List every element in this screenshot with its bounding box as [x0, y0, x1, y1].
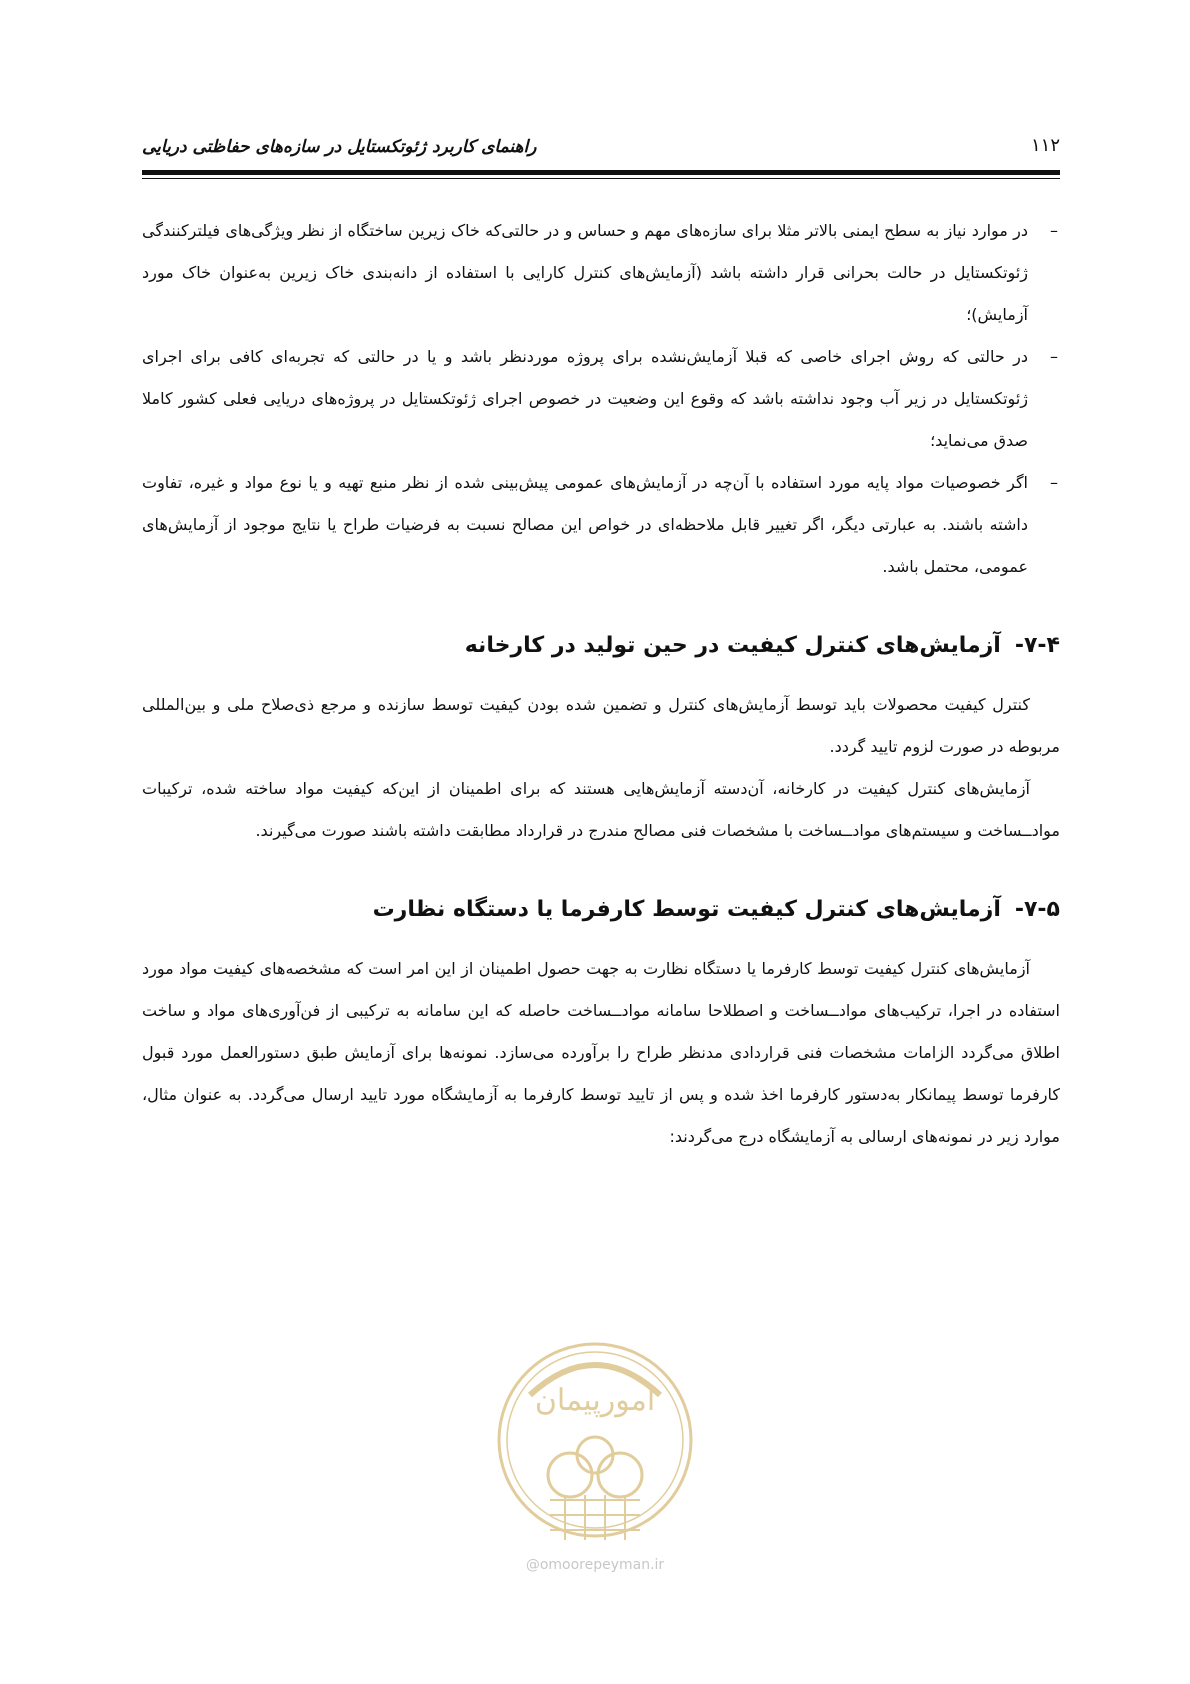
paragraph: آزمایش‌های کنترل کیفیت در کارخانه، آن‌دسته آزمایش‌هایی هستند که برای اطمینان از این‌که کیفیت مواد ساخته شده، ترکیبات مواد‌ــساخت و سیستم‌های مواد‌ــساخت با مشخصات فنی مصالح مندرج در قرارداد مطابقت داشته باشند صورت می‌گیرند.	[142, 779, 1060, 840]
bullet-text: اگر خصوصیات مواد پایه مورد استفاده با آن‌چه در آزمایش‌های عمومی پیش‌بینی شده از نظر منبع تهیه و یا نوع مواد و غیره، تفاوت داشته باشند. به عبارتی دیگر، اگر تغییر قابل ملاحظه‌ای در خواص این مصالح نسبت به فرضیات طراح یا نتایج موجود از آزمایش‌های عمومی، محتمل باشد.	[142, 473, 1028, 576]
watermark-seal-icon	[490, 1335, 700, 1550]
bullet-item	[142, 336, 1060, 462]
bullet-item	[142, 462, 1060, 588]
section-title: آزمایش‌های کنترل کیفیت در حین تولید در کارخانه	[464, 633, 1001, 658]
section-number: ۷-۴-	[1014, 633, 1060, 658]
watermark-logo-text: امورپیمان	[534, 1383, 656, 1418]
header-rule-thick	[142, 170, 1060, 175]
watermark-url: @omoorepeyman.ir	[525, 1557, 665, 1573]
bullet-dash: –	[1050, 347, 1058, 366]
section-number: ۷-۵-	[1014, 897, 1060, 922]
page-number: ۱۱۲	[1030, 135, 1060, 156]
section-heading-7-4	[142, 626, 1060, 666]
watermark-logo	[490, 1335, 700, 1585]
bullet-dash: –	[1050, 473, 1058, 492]
running-title: راهنمای کاربرد ژئوتکستایل در سازه‌های حفاظتی دریایی	[142, 137, 537, 157]
paragraph: کنترل کیفیت محصولات باید توسط آزمایش‌های کنترل و تضمین شده بودن کیفیت توسط سازنده و مرجع ذی‌صلاح ملی و بین‌المللی مربوطه در صورت لزوم تایید گردد.	[142, 695, 1060, 756]
paragraph: آزمایش‌های کنترل کیفیت توسط کارفرما یا دستگاه نظارت به جهت حصول اطمینان از این امر است که مشخصه‌های کیفیت مواد مورد استفاده در اجرا، ترکیب‌های مواد‌ــساخت و اصطلاحا سامانه مواد‌ــساخت حاصله که این سامانه به ترکیبی از فن‌آوری‌های مواد و ساخت اطلاق می‌گردد الزامات مشخصات فنی قراردادی مدنظر طراح را برآورده می‌سازد. نمونه‌ها برای آزمایش طبق دستورالعمل مورد قبول کارفرما توسط پیمانکار به‌دستور کارفرما اخذ شده و پس از تایید توسط کارفرما به آزمایشگاه مورد تایید ارسال می‌گردد. به عنوان مثال، موارد زیر در نمونه‌های ارسالی به آزمایشگاه درج می‌گردند:	[142, 959, 1060, 1146]
section-title: آزمایش‌های کنترل کیفیت توسط کارفرما یا دستگاه نظارت	[372, 897, 1001, 922]
bullet-text: در موارد نیاز به سطح ایمنی بالاتر مثلا برای سازه‌های مهم و حساس و در حالتی‌که خاک زیرین ساختگاه از نظر ویژگی‌های فیلترکنندگی ژئوتکستایل در حالت بحرانی قرار داشته باشد (آزمایش‌های کنترل کارایی با استفاده از دانه‌بندی خاک زیرین به‌عنوان خاک مورد آزمایش)؛	[142, 221, 1028, 324]
section-heading-7-5	[142, 890, 1060, 930]
body-content	[142, 210, 1060, 1158]
bullet-dash: –	[1050, 221, 1058, 240]
bullet-item	[142, 210, 1060, 336]
header-rule-thin	[142, 178, 1060, 179]
page-header	[142, 125, 1060, 165]
bullet-list	[142, 210, 1060, 588]
bullet-text: در حالتی که روش اجرای خاصی که قبلا آزمایش‌نشده برای پروژه موردنظر باشد و یا در حالتی که تجربه‌ای کافی برای اجرای ژئوتکستایل در زیر آب وجود نداشته باشد که وقوع این وضعیت در خصوص اجرای ژئوتکستایل در پروژه‌های دریایی فعلی کشور کاملا صدق می‌نماید؛	[142, 347, 1028, 450]
